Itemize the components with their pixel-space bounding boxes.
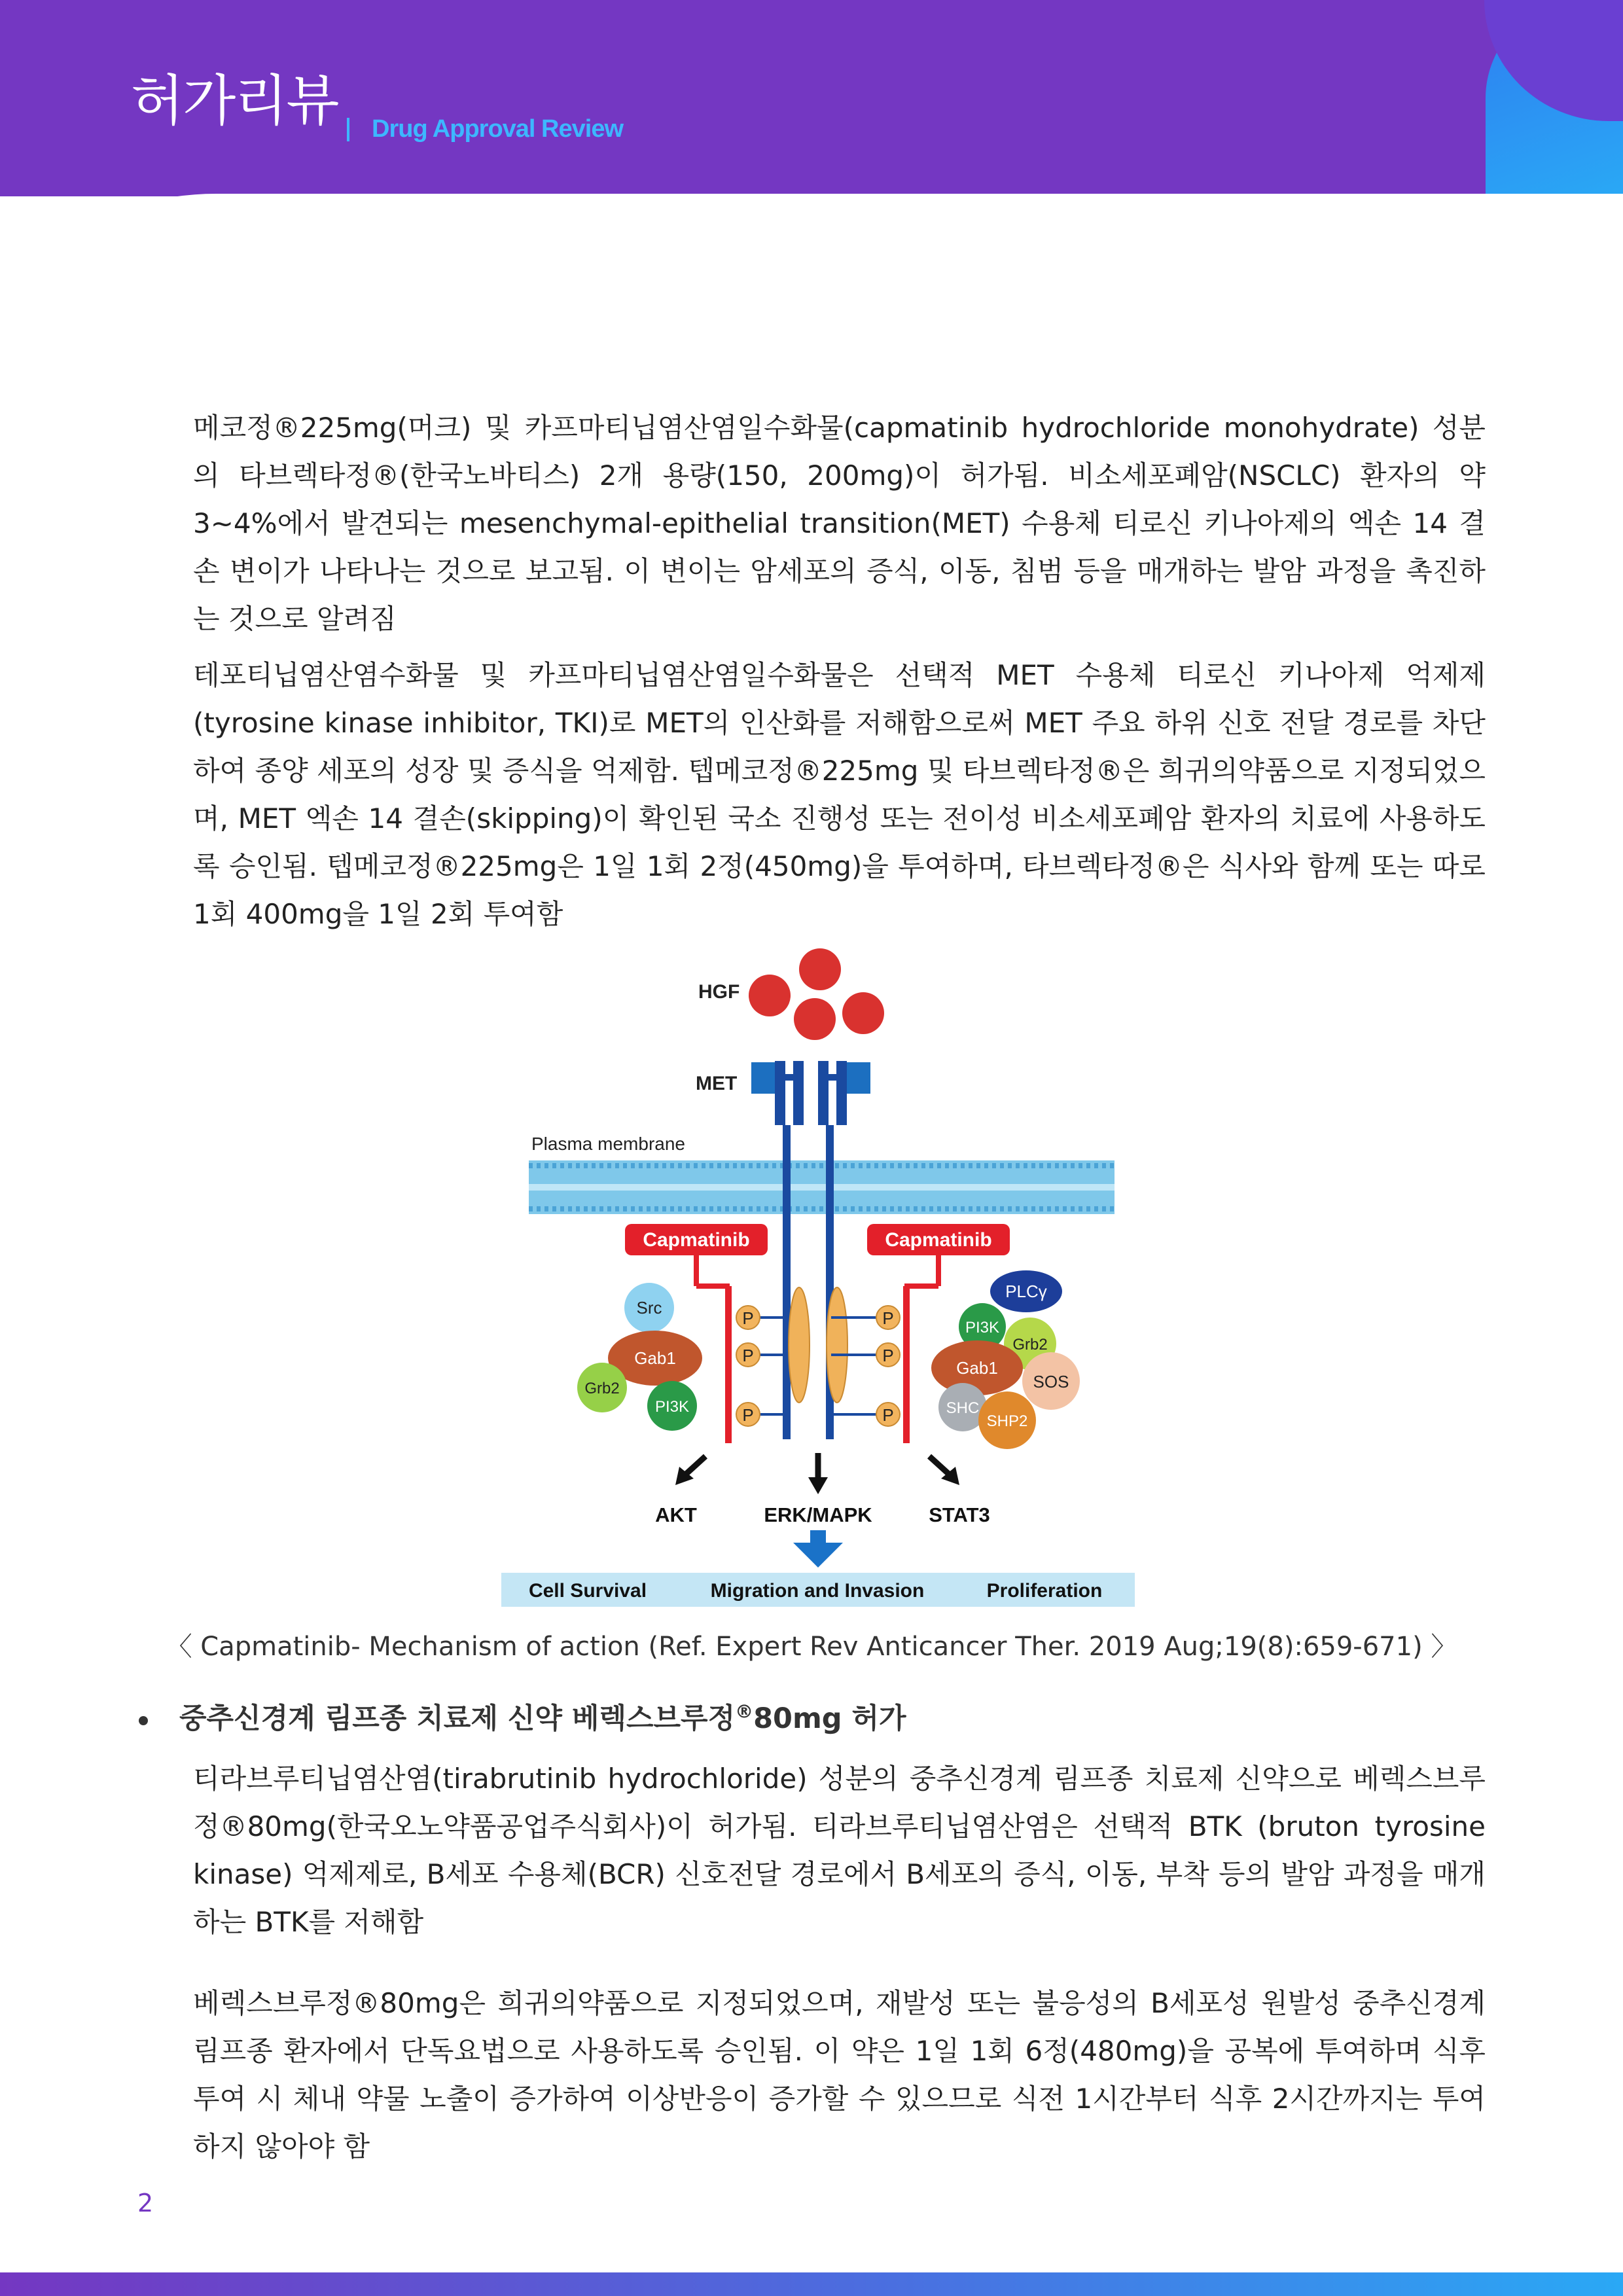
paragraph-tirabrutinib-usage: 베렉스브루정®80mg은 희귀의약품으로 지정되었으며, 재발성 또는 불응성의 B세포성 원발성 중추신경계 림프종 환자에서 단독요법으로 사용하도록 승인됨. 이 약은 1일 1회 6정(480mg)을 공복에 투여하며 식후 투여 시 체내 약물 노출이 증가하여 이상반응이 증가할 수 있으므로 식전 1시간부터 식후 2시간까지는 투여하지 않아야 함 <box>193 1987 1486 2162</box>
outcome-arrow <box>793 1530 843 1568</box>
phospho-p-right-3 <box>876 1403 900 1426</box>
pathway-erk-mapk: ERK/MAPK <box>764 1503 872 1526</box>
section-heading-dose: 80mg 허가 <box>753 1702 906 1735</box>
svg-text:PI3K: PI3K <box>965 1319 1000 1336</box>
svg-text:Src: Src <box>636 1298 662 1318</box>
paragraph-met-tki: 테포티닙염산염수화물 및 카프마티닙염산염일수화물은 선택적 MET 수용체 티로신 키나아제 억제제(tyrosine kinase inhibitor, TKI)로 MET의 인산화를 저해함으로써 MET 주요 하위 신호 전달 경로를 차단하여 종양 세포의 성장 및 증식을 억제함. 텝메코정®225mg 및 타브렉타정®은 희귀의약품으로 지정되었으며, MET 엑손 14 결손(skipping)이 확인된 국소 진행성 또는 전이성 비소세포폐암 환자의 치료에 사용하도록 승인됨. 텝메코정®225mg은 1일 1회 2정(450mg)을 투여하며, 타브렉타정®은 식사와 함께 또는 따로 1회 400mg을 1일 2회 투여함 <box>193 659 1486 930</box>
svg-text:Grb2: Grb2 <box>1012 1336 1048 1354</box>
phospho-sites <box>743 1318 883 1414</box>
capmatinib-inhibitor-right <box>903 1255 938 1443</box>
hgf-label: HGF <box>698 981 740 1003</box>
paragraph-capmatinib-intro: 메코정®225mg(머크) 및 카프마티닙염산염일수화물(capmatinib hydrochloride monohydrate) 성분의 타브렉타정®(한국노바티스) 2개 용량(150, 200mg)이 허가됨. 비소세포폐암(NSCLC) 환자의 약 3~4%에서 발견되는 mesenchymal-epithelial transition(MET) 수용체 티로신 키나아제의 엑손 14 결손 변이가 나타나는 것으로 보고됨. 이 변이는 암세포의 증식, 이동, 침범 등을 매개하는 발암 과정을 촉진하는 것으로 알려짐 <box>193 412 1486 635</box>
svg-text:P: P <box>742 1405 754 1425</box>
page-number: 2 <box>137 2189 154 2217</box>
outcome-cell-survival: Cell Survival <box>528 1580 647 1602</box>
svg-text:P: P <box>882 1405 894 1425</box>
met-label: MET <box>696 1073 738 1094</box>
bullet-icon <box>139 1716 148 1725</box>
outcome-migration: Migration and Invasion <box>710 1580 925 1602</box>
section-heading <box>139 1696 906 1736</box>
capmatinib-left-label: Capmatinib <box>643 1229 750 1251</box>
arrow-erk <box>808 1453 828 1494</box>
phospho-p-right-2 <box>876 1343 900 1367</box>
phospho-p-left-3 <box>736 1403 760 1426</box>
figure-caption: 〈 Capmatinib- Mechanism of action (Ref. Expert Rev Anticancer Ther. 2019 Aug;19(8):659-671) 〉 <box>166 1632 1457 1662</box>
phospho-p-right-1 <box>876 1306 900 1329</box>
svg-text:SHP2: SHP2 <box>986 1412 1028 1430</box>
mechanism-figure <box>497 946 1139 1610</box>
header-title: 허가리뷰 <box>131 69 338 133</box>
svg-text:P: P <box>882 1308 894 1328</box>
svg-text:Grb2: Grb2 <box>584 1380 620 1397</box>
phospho-p-left-2 <box>736 1343 760 1367</box>
hgf-ball <box>794 998 836 1040</box>
svg-text:SOS: SOS <box>1033 1372 1069 1391</box>
svg-text:PI3K: PI3K <box>654 1398 690 1416</box>
kinase-domain-left <box>789 1287 810 1403</box>
membrane-label: Plasma membrane <box>531 1134 685 1154</box>
header-divider <box>347 118 349 141</box>
arrow-akt <box>675 1456 705 1485</box>
svg-text:PLCγ: PLCγ <box>1005 1282 1047 1301</box>
registered-mark: ® <box>735 1700 754 1723</box>
phospho-p-left-1 <box>736 1306 760 1329</box>
hgf-ball <box>842 992 884 1034</box>
capmatinib-inhibitor-left <box>696 1255 732 1443</box>
met-receptor <box>751 1061 870 1439</box>
svg-text:SHC: SHC <box>946 1399 980 1417</box>
svg-text:Gab1: Gab1 <box>634 1348 676 1368</box>
outcome-proliferation: Proliferation <box>986 1580 1103 1602</box>
kinase-domain-right <box>827 1287 847 1403</box>
pathway-stat3: STAT3 <box>929 1503 990 1526</box>
svg-text:Gab1: Gab1 <box>956 1358 998 1378</box>
paragraph-tirabrutinib-intro: 티라브루티닙염산염(tirabrutinib hydrochloride) 성분의 중추신경계 림프종 치료제 신약으로 베렉스브루정®80mg(한국오노약품공업주식회사)이 허가됨. 티라브루티닙염산염은 선택적 BTK (bruton tyrosine kinase) 억제제로, B세포 수용체(BCR) 신호전달 경로에서 B세포의 증식, 이동, 부착 등의 발암 과정을 매개하는 BTK를 저해함 <box>193 1763 1486 1938</box>
arrow-stat3 <box>929 1456 959 1485</box>
hgf-ball <box>799 948 841 990</box>
section-heading-text: 중추신경계 림프종 치료제 신약 베렉스브루정 <box>179 1702 736 1735</box>
pathway-akt: AKT <box>655 1503 697 1526</box>
svg-text:P: P <box>742 1346 754 1365</box>
capmatinib-right-label: Capmatinib <box>885 1229 992 1251</box>
footer-bar <box>0 2272 1623 2296</box>
svg-text:P: P <box>742 1308 754 1328</box>
plasma-membrane <box>529 1160 1115 1214</box>
hgf-ball <box>749 975 791 1016</box>
header-subtitle: Drug Approval Review <box>372 115 624 143</box>
svg-text:P: P <box>882 1346 894 1365</box>
